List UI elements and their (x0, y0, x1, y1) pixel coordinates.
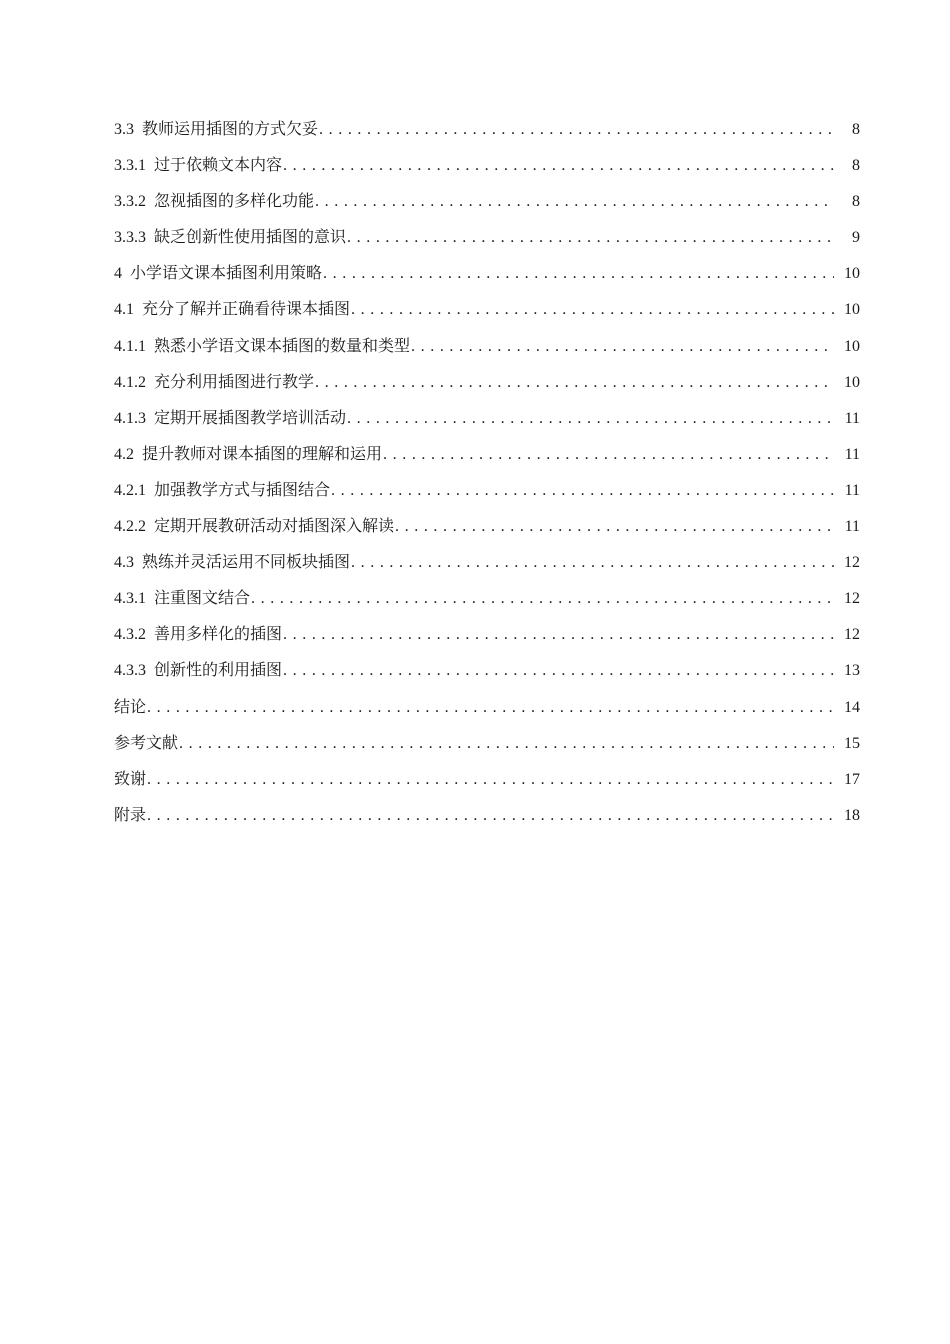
toc-entry-page: 11 (844, 445, 860, 463)
toc-entry-title: 提升教师对课本插图的理解和运用 (142, 445, 383, 463)
toc-entry-number: 4.2.1 (114, 481, 146, 499)
toc-entry-number: 4.1.3 (114, 409, 146, 427)
toc-dot-leader (147, 762, 834, 798)
toc-dot-leader (251, 581, 834, 617)
toc-entry-number: 3.3 (114, 121, 134, 138)
toc-entry-number: 3.3.1 (114, 157, 146, 175)
toc-entry-number: 4.3.1 (114, 590, 146, 608)
toc-entry-title: 熟悉小学语文课本插图的数量和类型 (154, 337, 411, 355)
toc-entry-title: 充分利用插图进行教学 (154, 373, 315, 391)
toc-entry[interactable] (114, 581, 860, 617)
toc-entry[interactable] (114, 617, 860, 653)
toc-dot-leader (351, 545, 834, 581)
toc-entry[interactable] (114, 148, 860, 184)
toc-dot-leader (147, 798, 834, 834)
toc-entry[interactable] (114, 545, 860, 581)
toc-entry-title: 注重图文结合 (154, 590, 251, 608)
toc-entry-title: 小学语文课本插图利用策略 (130, 265, 323, 283)
toc-entry-title: 创新性的利用插图 (154, 662, 283, 680)
toc-entry-page: 11 (844, 481, 860, 499)
toc-entry-number: 3.3.2 (114, 193, 146, 211)
toc-entry-page: 17 (844, 770, 860, 788)
toc-dot-leader (383, 437, 834, 473)
toc-entry[interactable] (114, 365, 860, 401)
toc-entry[interactable] (114, 220, 860, 256)
toc-entry-page: 8 (852, 121, 860, 138)
toc-entry-number: 4.1.1 (114, 337, 146, 355)
table-of-contents (114, 112, 860, 834)
toc-entry[interactable] (114, 473, 860, 509)
toc-entry-page: 14 (844, 698, 860, 716)
toc-entry-number: 4.2.2 (114, 518, 146, 536)
toc-entry-page: 8 (852, 157, 860, 175)
toc-entry-title: 忽视插图的多样化功能 (154, 193, 315, 211)
toc-dot-leader (283, 617, 834, 653)
toc-entry-page: 15 (844, 734, 860, 752)
toc-dot-leader (315, 184, 834, 220)
toc-entry-page: 10 (844, 373, 860, 391)
toc-entry[interactable] (114, 112, 860, 148)
toc-entry[interactable] (114, 437, 860, 473)
toc-entry-title: 致谢 (114, 770, 147, 788)
toc-entry-title: 结论 (114, 698, 147, 716)
toc-entry-page: 13 (844, 662, 860, 680)
toc-entry[interactable] (114, 762, 860, 798)
toc-entry[interactable] (114, 184, 860, 220)
toc-dot-leader (347, 220, 834, 256)
toc-dot-leader (319, 112, 834, 148)
toc-entry-number: 4.2 (114, 445, 134, 463)
toc-dot-leader (283, 148, 834, 184)
toc-entry[interactable] (114, 329, 860, 365)
toc-entry-number: 3.3.3 (114, 229, 146, 247)
toc-entry-page: 10 (844, 337, 860, 355)
toc-dot-leader (315, 365, 834, 401)
toc-entry-page: 18 (844, 806, 860, 824)
toc-dot-leader (283, 653, 834, 689)
toc-entry-number: 4.1 (114, 301, 134, 319)
toc-dot-leader (411, 329, 834, 365)
toc-dot-leader (331, 473, 834, 509)
toc-entry-title: 加强教学方式与插图结合 (154, 481, 331, 499)
toc-entry-page: 12 (844, 590, 860, 608)
toc-entry-page: 11 (844, 409, 860, 427)
toc-dot-leader (147, 690, 834, 726)
toc-dot-leader (351, 292, 834, 328)
toc-entry[interactable] (114, 798, 860, 834)
toc-entry-title: 善用多样化的插图 (154, 626, 283, 644)
toc-entry-title: 教师运用插图的方式欠妥 (142, 121, 319, 138)
toc-entry[interactable] (114, 726, 860, 762)
toc-entry-page: 8 (852, 193, 860, 211)
toc-entry-number: 4.3.3 (114, 662, 146, 680)
toc-entry-page: 11 (844, 518, 860, 536)
toc-entry[interactable] (114, 509, 860, 545)
toc-entry[interactable] (114, 653, 860, 689)
toc-entry-title: 过于依赖文本内容 (154, 157, 283, 175)
toc-entry[interactable] (114, 690, 860, 726)
toc-entry-number: 4.1.2 (114, 373, 146, 391)
toc-dot-leader (395, 509, 834, 545)
toc-entry-title: 定期开展教研活动对插图深入解读 (154, 518, 395, 536)
toc-entry[interactable] (114, 401, 860, 437)
toc-dot-leader (347, 401, 834, 437)
toc-entry[interactable] (114, 256, 860, 292)
toc-entry-title: 参考文献 (114, 734, 179, 752)
toc-entry-page: 12 (844, 554, 860, 572)
toc-entry-number: 4 (114, 265, 122, 283)
toc-entry-number: 4.3 (114, 554, 134, 572)
toc-entry-page: 10 (844, 265, 860, 283)
toc-dot-leader (179, 726, 834, 762)
toc-entry-number: 4.3.2 (114, 626, 146, 644)
toc-entry-title: 缺乏创新性使用插图的意识 (154, 229, 347, 247)
toc-entry-title: 熟练并灵活运用不同板块插图 (142, 554, 351, 572)
toc-entry-page: 12 (844, 626, 860, 644)
toc-entry-page: 9 (852, 229, 860, 247)
toc-entry-title: 附录 (114, 806, 147, 824)
toc-dot-leader (323, 256, 834, 292)
toc-entry[interactable] (114, 292, 860, 328)
toc-entry-page: 10 (844, 301, 860, 319)
toc-entry-title: 定期开展插图教学培训活动 (154, 409, 347, 427)
toc-entry-title: 充分了解并正确看待课本插图 (142, 301, 351, 319)
